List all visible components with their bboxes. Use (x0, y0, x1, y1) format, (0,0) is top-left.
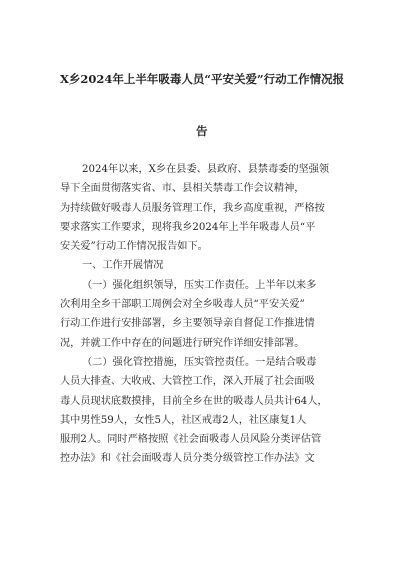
body-line: 安关爱”行动工作情况报告如下。 (60, 241, 208, 253)
body-line: 次利用全乡干部职工周例会对全乡吸毒人员“平安关爱” (60, 299, 305, 311)
body-line: 控办法》和《社会面吸毒人员分类分级管控工作办法》文 (60, 453, 315, 465)
body-line: 为持续做好吸毒人员服务管理工作，我乡高度重视，严格按 (60, 202, 325, 214)
body-line: （二）强化管控措施，压实管控责任。一是结合吸毒 (82, 356, 317, 368)
document-body (60, 160, 350, 469)
document-title-continuation: 告 (196, 124, 208, 138)
body-line: 毒人员现状底数摸排，目前全乡在世的吸毒人员共计64人， (60, 395, 328, 407)
body-line: （一）强化组织领导，压实工作责任。上半年以来多 (82, 279, 317, 291)
body-line: 其中男性59人，女性5人，社区戒毒2人，社区康复1人 (60, 414, 307, 426)
document-title: X乡2024年上半年吸毒人员“平安关爱”行动工作情况报 (60, 72, 345, 86)
section-heading: 一、工作开展情况 (82, 260, 164, 272)
body-line: 况，并就工作中存在的问题进行研究作详细安排部署。 (60, 337, 305, 349)
body-line: 人员大排查、大收戒、大管控工作，深入开展了社会面吸 (60, 376, 315, 388)
body-line: 2024年以来，X乡在县委、县政府、县禁毒委的坚强领 (82, 164, 330, 175)
body-line: 服刑2人。同时严格按照《社会面吸毒人员风险分类评估管 (60, 434, 322, 446)
body-line: 导下全面贯彻落实省、市、县相关禁毒工作会议精神， (60, 183, 305, 195)
body-line: 要求落实工作要求，现将我乡2024年上半年吸毒人员“平 (60, 221, 316, 233)
body-line: 行动工作进行安排部署，乡主要领导亲自督促工作推进情 (60, 318, 315, 330)
